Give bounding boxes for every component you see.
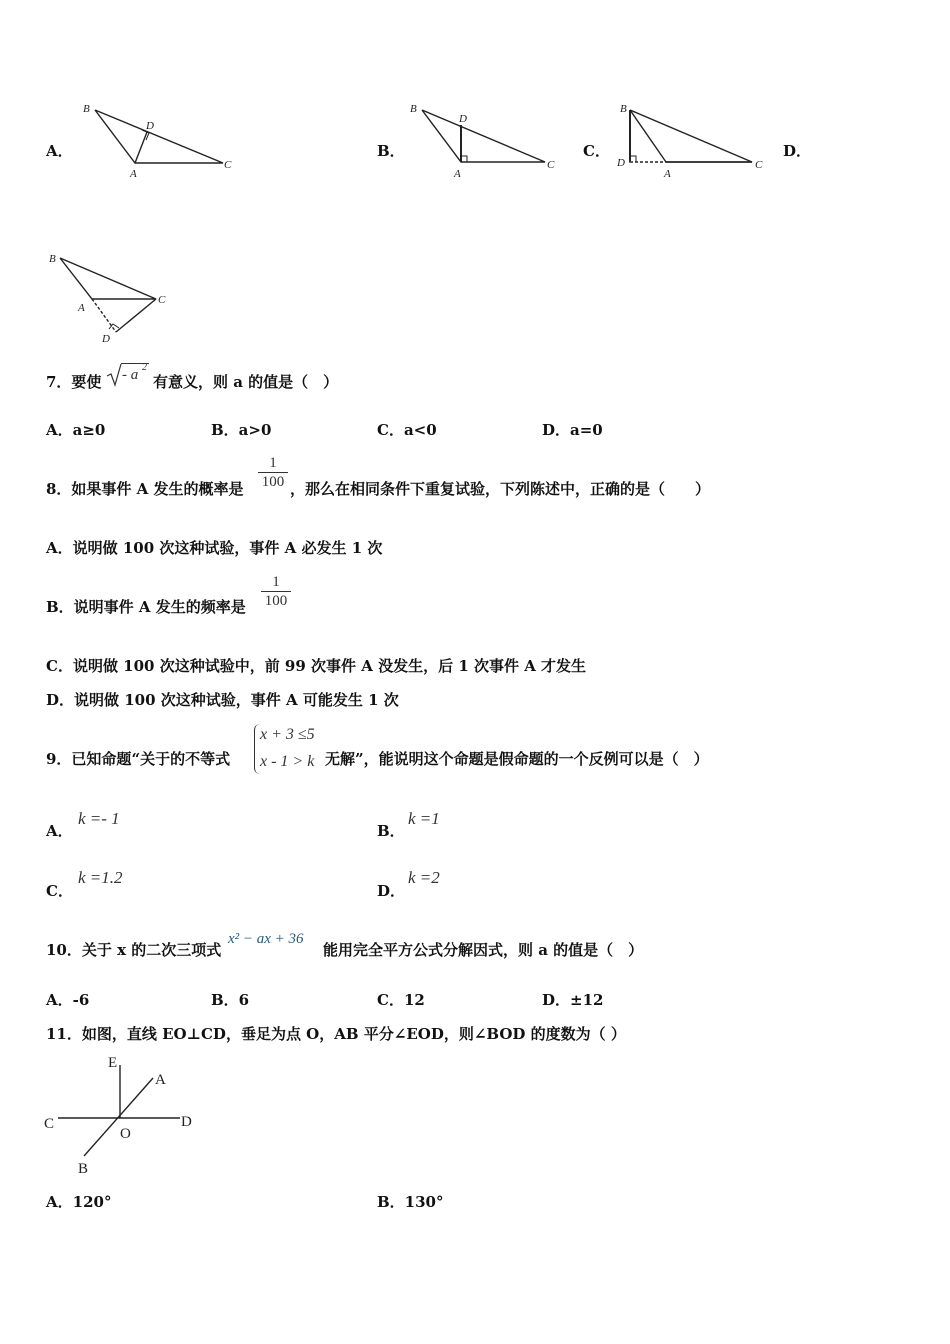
q10-option-b[interactable]: B．6 [211, 991, 250, 1009]
q11-stem: 11．如图，直线 EO⊥CD，垂足为点 O，AB 平分∠EOD，则∠BOD 的度数为（ ） [46, 1025, 626, 1043]
q9-option-b-value[interactable]: k =1 [408, 809, 440, 828]
q6b-point-d: D [459, 113, 467, 125]
q11-label-a: A [155, 1072, 166, 1088]
q11-label-b: B [78, 1161, 89, 1177]
q9-option-d-label[interactable]: D． [377, 882, 406, 900]
q8-option-b-text[interactable]: B．说明事件 A 发生的频率是 [46, 598, 246, 616]
q6b-point-a: A [454, 168, 461, 180]
q11-option-b[interactable]: B．130° [377, 1193, 444, 1211]
q6d-point-c: C [158, 294, 166, 306]
q10-stem-post: 能用完全平方公式分解因式，则 a 的值是（ ） [323, 941, 644, 959]
q6a-point-b: B [83, 103, 90, 115]
q11-figure [40, 1052, 200, 1177]
q6b-point-c: C [547, 159, 555, 171]
q7-stem-pre: 7．要使 [46, 373, 102, 391]
q6c-point-c: C [755, 159, 763, 171]
q11-option-a[interactable]: A．120° [46, 1193, 112, 1211]
q6c-point-b: B [620, 103, 627, 115]
q10-option-d[interactable]: D．±12 [542, 991, 604, 1009]
q7-stem-post: 有意义，则 a 的值是（ ） [153, 373, 339, 391]
q10-expression: x² − ax + 36 [228, 931, 304, 947]
q7-option-c[interactable]: C．a<0 [377, 421, 437, 439]
q10-option-c[interactable]: C．12 [377, 991, 425, 1009]
q11-label-c: C [44, 1116, 55, 1132]
q9-stem-post: 无解”，能说明这个命题是假命题的一个反例可以是（ ） [325, 750, 709, 768]
q10-option-a[interactable]: A．-6 [46, 991, 90, 1009]
q8-option-d[interactable]: D．说明做 100 次这种试验，事件 A 可能发生 1 次 [46, 691, 399, 709]
q6-option-b-label[interactable]: B． [377, 142, 405, 160]
q9-stem-pre: 9．已知命题“关于的不等式 [46, 750, 231, 768]
q7-option-a[interactable]: A．a≥0 [46, 421, 106, 439]
q9-option-c-label[interactable]: C． [46, 882, 73, 900]
q6a-point-d: D [146, 120, 154, 132]
q6d-point-a: A [78, 302, 85, 314]
sqrt-icon [106, 362, 122, 388]
q8-option-a[interactable]: A．说明做 100 次这种试验，事件 A 必发生 1 次 [46, 539, 383, 557]
q11-label-o: O [120, 1126, 131, 1142]
q8b-frac-den: 100 [264, 593, 288, 609]
q8-frac-den: 100 [261, 474, 285, 490]
q6-option-c-label[interactable]: C． [583, 142, 610, 160]
q7-option-d[interactable]: D．a=0 [542, 421, 603, 439]
q7-exponent: 2 [142, 362, 147, 373]
q7-radicand: - a [122, 367, 139, 383]
q6-option-d-label[interactable]: D． [783, 142, 812, 160]
q6b-point-b: B [410, 103, 417, 115]
q8-frac-num: 1 [258, 454, 288, 473]
q6d-point-d: D [102, 333, 110, 345]
q9-option-a-value[interactable]: k =- 1 [78, 809, 120, 828]
q6-figure-d [46, 250, 186, 350]
q6c-point-a: A [664, 168, 671, 180]
q9-option-c-value[interactable]: k =1.2 [78, 868, 123, 887]
q6-option-a-label[interactable]: A． [46, 142, 73, 160]
q11-label-e: E [108, 1055, 118, 1071]
q10-stem-pre: 10．关于 x 的二次三项式 [46, 941, 222, 959]
q9-inequality-2: x - 1 > k [260, 753, 315, 770]
q6-figure-c [614, 100, 774, 180]
q7-option-b[interactable]: B．a>0 [211, 421, 272, 439]
q6-figure-a [80, 100, 240, 180]
q8-stem-post: ，那么在相同条件下重复试验，下列陈述中，正确的是（ ） [290, 480, 711, 498]
q6c-point-d: D [617, 157, 625, 169]
q8b-frac-num: 1 [261, 573, 291, 592]
q8-probability-fraction [258, 454, 288, 491]
q8-stem-pre: 8．如果事件 A 发生的概率是 [46, 480, 244, 498]
q11-label-d: D [181, 1114, 192, 1130]
q9-option-d-value[interactable]: k =2 [408, 868, 440, 887]
q8-option-c[interactable]: C．说明做 100 次这种试验中，前 99 次事件 A 没发生，后 1 次事件 A 才发生 [46, 657, 587, 675]
q9-option-a-label[interactable]: A． [46, 822, 73, 840]
q6-figure-b [408, 100, 568, 180]
q6a-point-a: A [130, 168, 137, 180]
q9-inequality-1: x + 3 ≤5 [260, 726, 315, 743]
q9-option-b-label[interactable]: B． [377, 822, 405, 840]
q6d-point-b: B [49, 253, 56, 265]
q8-option-b-fraction [261, 573, 291, 610]
q6a-point-c: C [224, 159, 232, 171]
